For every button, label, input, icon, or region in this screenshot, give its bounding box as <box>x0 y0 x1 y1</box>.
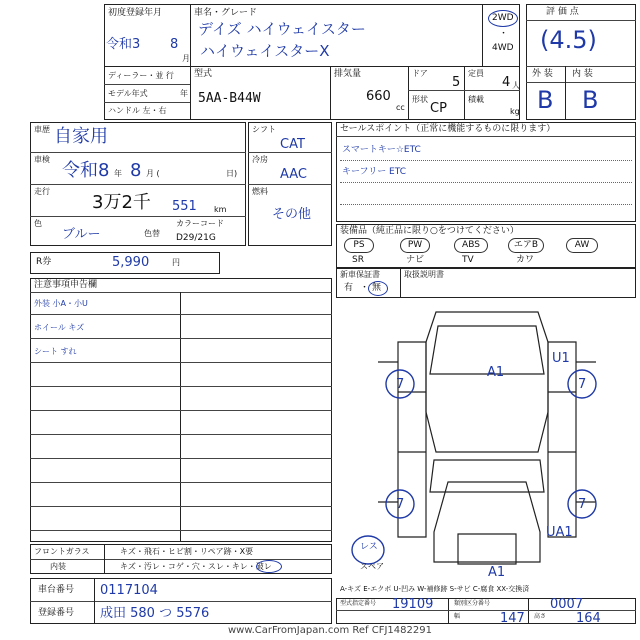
grade: ハイウェイスターX <box>200 42 330 60</box>
warranty-yes: 有 <box>344 283 354 293</box>
aircon: AAC <box>280 167 307 182</box>
type-cert: 19109 <box>392 597 434 612</box>
model-year-label: モデル年式 <box>108 89 148 98</box>
aircon-label: 冷房 <box>252 155 268 164</box>
height-value: 164 <box>576 611 601 626</box>
note-1: 外装 小A・小U <box>34 299 88 308</box>
equipment-title: 装備品（純正品に限り○をつけてください） <box>340 226 519 236</box>
model-year-unit: 年 <box>180 89 188 98</box>
car-damage-diagram <box>338 302 636 584</box>
drive-dot: ・ <box>499 29 509 39</box>
interior-grade: B <box>582 86 599 114</box>
kg-unit: kg <box>510 107 520 116</box>
dealer-label: ディーラー・並 行 <box>108 71 174 80</box>
score: (4.5) <box>540 26 597 54</box>
chassis-number: 0117104 <box>100 583 158 598</box>
front-glass-text: キズ・飛石・ヒビ割・リペア跡・X要 <box>120 547 254 556</box>
height-label: 高さ <box>534 613 547 620</box>
interior-sure-circle <box>256 560 282 573</box>
shaken-day-unit: 日) <box>226 169 238 178</box>
exterior-label: 外 装 <box>532 69 553 79</box>
person-unit: 人 <box>512 81 520 90</box>
color: ブルー <box>62 227 101 242</box>
cc-unit: cc <box>396 103 405 112</box>
recycle-amount: 5,990 <box>112 255 150 270</box>
sales-points-title: セールスポイント（正常に機能するものに限ります） <box>340 124 556 134</box>
shape: CP <box>430 101 447 116</box>
mark-7-rl: 7 <box>396 497 405 512</box>
shaken-month-unit: 月 ( <box>146 169 160 178</box>
width-value: 147 <box>500 611 525 626</box>
doors: 5 <box>452 75 461 90</box>
shaken-label: 車検 <box>34 155 50 164</box>
shaken-era: 令和8 <box>62 160 110 181</box>
spare-label: スペア <box>360 562 384 571</box>
equip-leather: カワ <box>516 255 535 265</box>
type-cert-label: 型式指定番号 <box>340 600 377 607</box>
exterior-grade: B <box>537 86 554 114</box>
equip-ps-chip <box>344 238 374 253</box>
manual-label: 取扱説明書 <box>404 270 444 279</box>
equip-aw-chip <box>566 238 598 253</box>
equip-ps: PS <box>353 240 365 250</box>
inspection-label: 車歴 <box>34 125 50 134</box>
capacity: 4 <box>502 75 511 90</box>
reg-era: 令和3 <box>106 37 141 52</box>
recycle-label: R券 <box>36 257 52 267</box>
mark-7-rr: 7 <box>578 497 587 512</box>
drive-4wd: 4WD <box>492 43 514 53</box>
equip-pw: PW <box>407 240 423 250</box>
shift: CAT <box>280 137 305 152</box>
color-code: D29/21G <box>176 233 216 243</box>
color-code-label-a: 色替 <box>144 229 160 238</box>
note-3: シート すれ <box>34 347 77 356</box>
equip-aw: AW <box>574 240 590 250</box>
car-rear-outline <box>434 482 540 562</box>
reg-year-label: 初度登録年月 <box>108 8 163 18</box>
reg-month-unit: 月 <box>182 54 190 63</box>
mileage-label: 走行 <box>34 187 50 196</box>
mark-ua1: UA1 <box>546 525 573 540</box>
diagram-legend: A-キズ E-エクボ U-凹み W-補修跡 S-サビ C-腐食 XX-交換済 <box>340 585 530 593</box>
chassis-label: 車台番号 <box>38 585 75 595</box>
drive-2wd: 2WD <box>492 13 514 23</box>
displacement: 660 <box>366 89 391 104</box>
warranty-no: 無 <box>372 283 382 293</box>
class-label: 類別区分番号 <box>454 600 491 607</box>
sales-point-2: キーフリー ETC <box>342 167 406 177</box>
model-code: 5AA-B44W <box>198 91 261 106</box>
capacity-label: 定員 <box>468 69 484 78</box>
spare-hand: レス <box>360 542 378 552</box>
watermark: www.CarFromJapan.com Ref CFJ1482291 <box>228 625 432 636</box>
warranty-label: 新車保証書 <box>340 270 380 279</box>
equip-sr: SR <box>352 255 364 265</box>
mark-u1: U1 <box>552 351 570 366</box>
mark-7-fl: 7 <box>396 377 405 392</box>
front-glass-label: フロントガラス <box>34 547 90 556</box>
shift-label: シフト <box>252 125 276 134</box>
load-label: 積載 <box>468 95 484 104</box>
equip-airbag-chip <box>508 238 544 253</box>
equip-navi: ナビ <box>406 255 425 265</box>
car-name: デイズ ハイウェイスター <box>198 20 366 38</box>
plate-number: 成田 580 つ 5576 <box>100 606 210 621</box>
equip-airbag: エアB <box>513 240 539 250</box>
equip-pw-chip <box>400 238 430 253</box>
mileage-hand: 3万2千 <box>92 192 151 213</box>
interior-cond-text: キズ・汚レ・コゲ・穴・スレ・キレ・破レ <box>120 562 272 571</box>
equip-abs-chip <box>454 238 488 253</box>
car-right-side <box>546 342 576 540</box>
note-2: ホイール キズ <box>34 323 85 332</box>
km-unit: km <box>214 205 227 214</box>
shaken-month: 8 <box>130 160 142 181</box>
class-no: 0007 <box>550 597 584 612</box>
color-label: 色 <box>34 219 42 228</box>
spare-tire-outline <box>458 534 516 564</box>
width-label: 幅 <box>454 613 461 620</box>
score-label: 評 価 点 <box>546 7 579 17</box>
plate-label: 登録番号 <box>38 608 75 618</box>
color-code-label-b: カラーコード <box>176 219 224 228</box>
car-roof-outline <box>426 312 548 452</box>
displacement-label: 排気量 <box>334 69 362 79</box>
handle-label: ハンドル 左・右 <box>108 106 167 115</box>
sales-point-1: スマートキー☆ETC <box>342 145 421 155</box>
fuel-label: 燃料 <box>252 187 268 196</box>
warranty-sep: ・ <box>360 283 370 293</box>
mark-7-fr: 7 <box>578 377 587 392</box>
yen-unit: 円 <box>172 258 180 267</box>
fuel: その他 <box>272 207 312 222</box>
type-label: 型式 <box>194 69 213 79</box>
mark-a1-roof: A1 <box>487 365 505 380</box>
door-label: ドア <box>412 69 428 78</box>
mileage: 551 <box>172 199 197 214</box>
equip-tv: TV <box>462 255 474 265</box>
shape-label: 形状 <box>412 95 428 104</box>
shaken-year-unit: 年 <box>114 169 122 178</box>
inspection-value: 自家用 <box>54 126 108 147</box>
mark-a1-rear: A1 <box>488 565 506 580</box>
notes-title: 注意事項申告欄 <box>34 280 98 290</box>
equip-abs: ABS <box>462 240 480 250</box>
interior-cond-label: 内装 <box>50 562 66 571</box>
car-name-label: 車名・グレード <box>194 8 258 18</box>
interior-label: 内 装 <box>572 69 593 79</box>
reg-month: 8 <box>170 37 179 52</box>
